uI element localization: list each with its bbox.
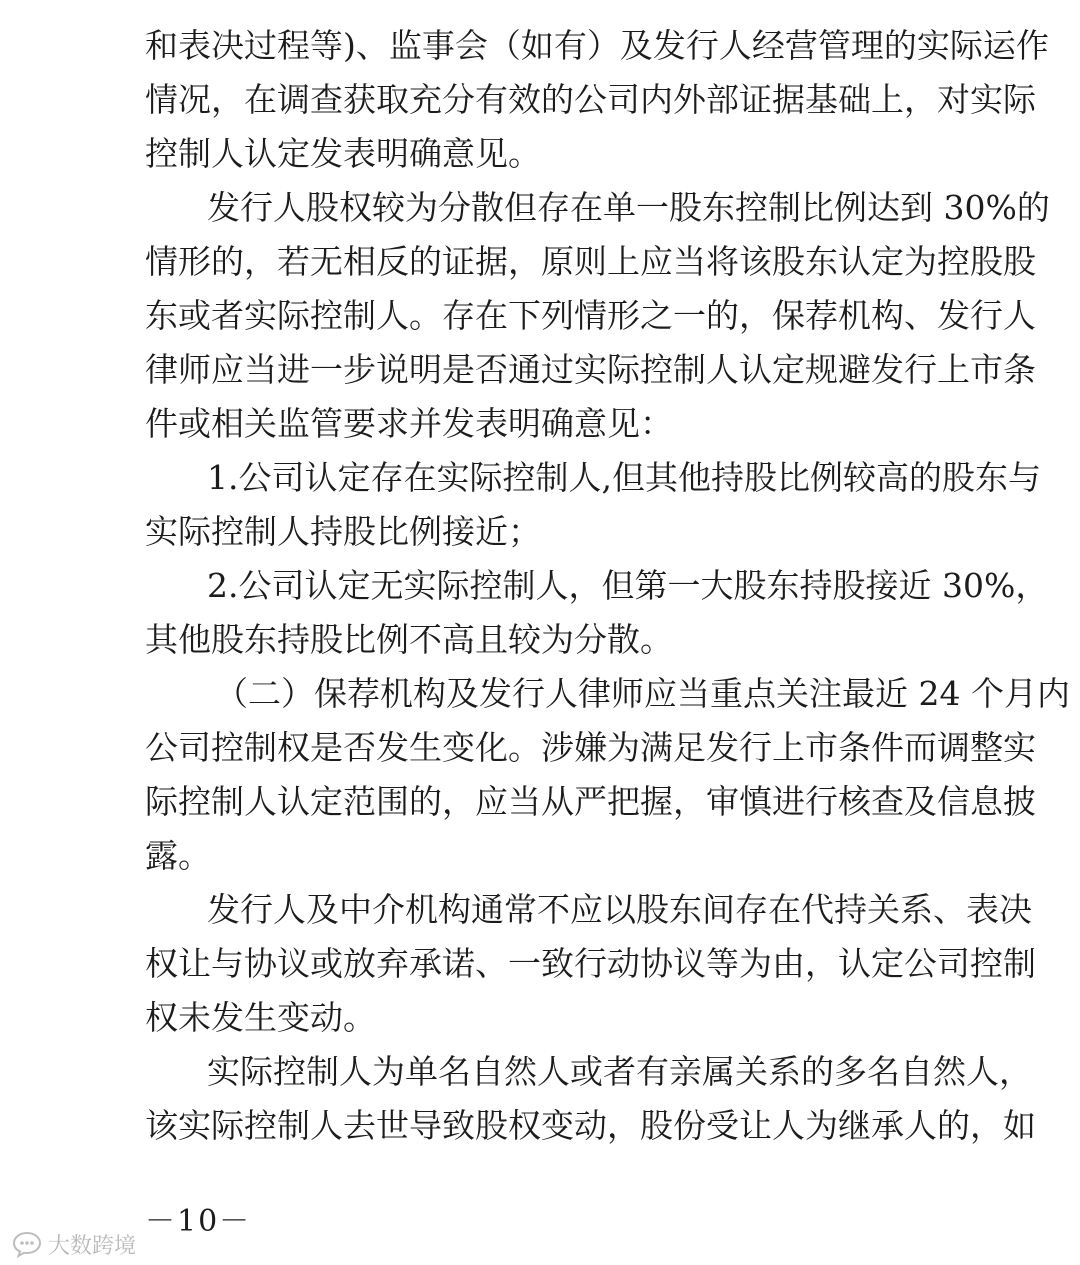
watermark-text: 大数跨境 bbox=[48, 1233, 137, 1259]
paragraph-line: 件或相关监管要求并发表明确意见： bbox=[145, 404, 673, 443]
list-item-line: 1.公司认定存在实际控制人,但其他持股比例较高的股东与 bbox=[207, 458, 1041, 497]
section-heading-line: （二）保荐机构及发行人律师应当重点关注最近 24 个月内 bbox=[215, 674, 1070, 713]
paragraph-line: 公司控制权是否发生变化。涉嫌为满足发行上市条件而调整实 bbox=[145, 728, 1036, 767]
paragraph-line: 权让与协议或放弃承诺、一致行动协议等为由，认定公司控制 bbox=[145, 944, 1036, 983]
paragraph-line: 发行人及中介机构通常不应以股东间存在代持关系、表决 bbox=[207, 890, 1032, 929]
paragraph-line: 际控制人认定范围的，应当从严把握，审慎进行核查及信息披 bbox=[145, 782, 1036, 821]
watermark bbox=[12, 1226, 136, 1262]
chat-bubble-icon bbox=[12, 1230, 42, 1258]
list-item-line: 2.公司认定无实际控制人，但第一大股东持股接近 30%， bbox=[207, 566, 1049, 605]
paragraph-line: 该实际控制人去世导致股权变动，股份受让人为继承人的，如 bbox=[145, 1106, 1036, 1145]
list-item-line: 其他股东持股比例不高且较为分散。 bbox=[145, 620, 673, 659]
page-number: －10－ bbox=[145, 1204, 252, 1239]
paragraph-line: 控制人认定发表明确意见。 bbox=[145, 134, 541, 173]
paragraph-line: 发行人股权较为分散但存在单一股东控制比例达到 30%的 bbox=[207, 188, 1050, 227]
paragraph-line: 露。 bbox=[145, 836, 211, 875]
paragraph-line: 东或者实际控制人。存在下列情形之一的，保荐机构、发行人 bbox=[145, 296, 1036, 335]
paragraph-line: 和表决过程等)、监事会（如有）及发行人经营管理的实际运作 bbox=[145, 26, 1049, 65]
paragraph-line: 律师应当进一步说明是否通过实际控制人认定规避发行上市条 bbox=[145, 350, 1036, 389]
paragraph-line: 情况，在调查获取充分有效的公司内外部证据基础上，对实际 bbox=[145, 80, 1036, 119]
paragraph-line: 权未发生变动。 bbox=[145, 998, 376, 1037]
list-item-line: 实际控制人持股比例接近； bbox=[145, 512, 541, 551]
paragraph-line: 情形的，若无相反的证据，原则上应当将该股东认定为控股股 bbox=[145, 242, 1036, 281]
paragraph-line: 实际控制人为单名自然人或者有亲属关系的多名自然人， bbox=[207, 1052, 1032, 1091]
